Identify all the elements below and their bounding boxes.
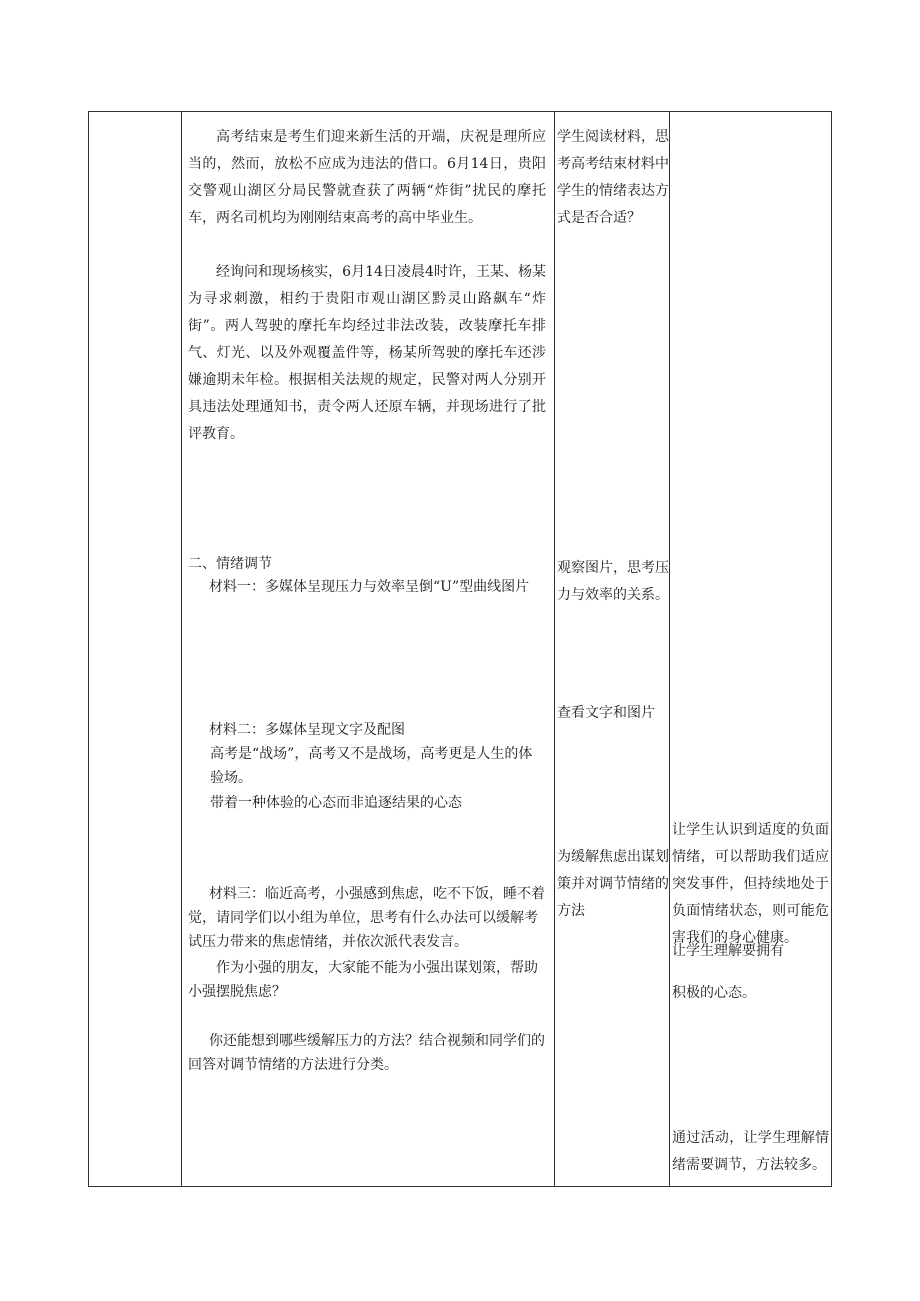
section-heading: 二、情绪调节 bbox=[188, 556, 272, 572]
material-two-text: 高考是“战场”，高考又不是战场，高考更是人生的体验场。 bbox=[210, 746, 533, 786]
material-one: 材料一：多媒体呈现压力与效率呈倒“U”型曲线图片 bbox=[209, 579, 530, 595]
paragraph-news-2: 经询问和现场核实，6月14日凌晨4时许，王某、杨某为寻求刺激，相约于贵阳市观山湖区黔灵山路飙车“炸街”。两人驾驶的摩托车均经过非法改装，改装摩托车排气、灯光、以及外观覆盖件等，杨某所驾驶的摩托车还涉嫌逾期未年检。根据相关法规的规定，民警对两人分别开具违法处理通知书，责令两人还原车辆，并现场进行了批评教育。 bbox=[188, 264, 546, 442]
material-three: 材料三：临近高考，小强感到焦虑，吃不下饭，睡不着觉，请同学们以小组为单位，思考有什么办法可以缓解考试压力带来的焦虑情绪，并依次派代表发言。 bbox=[188, 886, 545, 950]
intent-attitude-end: 积极的心态。 bbox=[672, 985, 756, 1001]
stage-cell bbox=[89, 112, 181, 1186]
intent-attitude: 让学生理解要拥有 bbox=[672, 943, 784, 959]
activity-view: 查看文字和图片 bbox=[557, 705, 655, 721]
paragraph-news-1: 高考结束是考生们迎来新生活的开端，庆祝是理所应当的，然而，放松不应成为违法的借口。6月14日，贵阳交警观山湖区分局民警就查获了两辆“炸街”扰民的摩托车，两名司机均为刚刚结束高考的高中毕业生。 bbox=[188, 129, 546, 226]
activity-discuss: 为缓解焦虑出谋划策并对调节情绪的方法 bbox=[557, 849, 669, 919]
activity-observe: 观察图片，思考压力与效率的关系。 bbox=[557, 560, 669, 603]
lesson-table bbox=[88, 111, 832, 1187]
content-cell bbox=[182, 112, 554, 1186]
intent-regulation: 通过活动，让学生理解情绪需要调节，方法较多。 bbox=[672, 1130, 829, 1173]
material-two-note: 带着一种体验的心态而非追逐结果的心态 bbox=[210, 795, 462, 811]
design-intent-cell bbox=[670, 112, 831, 1186]
material-four: 你还能想到哪些缓解压力的方法？结合视频和同学们的回答对调节情绪的方法进行分类。 bbox=[188, 1033, 545, 1073]
material-three-question: 作为小强的朋友，大家能不能为小强出谋划策，帮助小强摆脱焦虑？ bbox=[188, 960, 538, 1000]
intent-negative-emotion: 让学生认识到适度的负面情绪，可以帮助我们适应突发事件，但持续地处于负面情绪状态，则可能危害我们的身心健康。 bbox=[672, 822, 829, 946]
material-two: 材料二：多媒体呈现文字及配图 bbox=[209, 722, 405, 738]
student-activity-cell bbox=[555, 112, 669, 1186]
activity-read: 学生阅读材料，思考高考结束材料中学生的情绪表达方式是否合适？ bbox=[557, 129, 669, 226]
